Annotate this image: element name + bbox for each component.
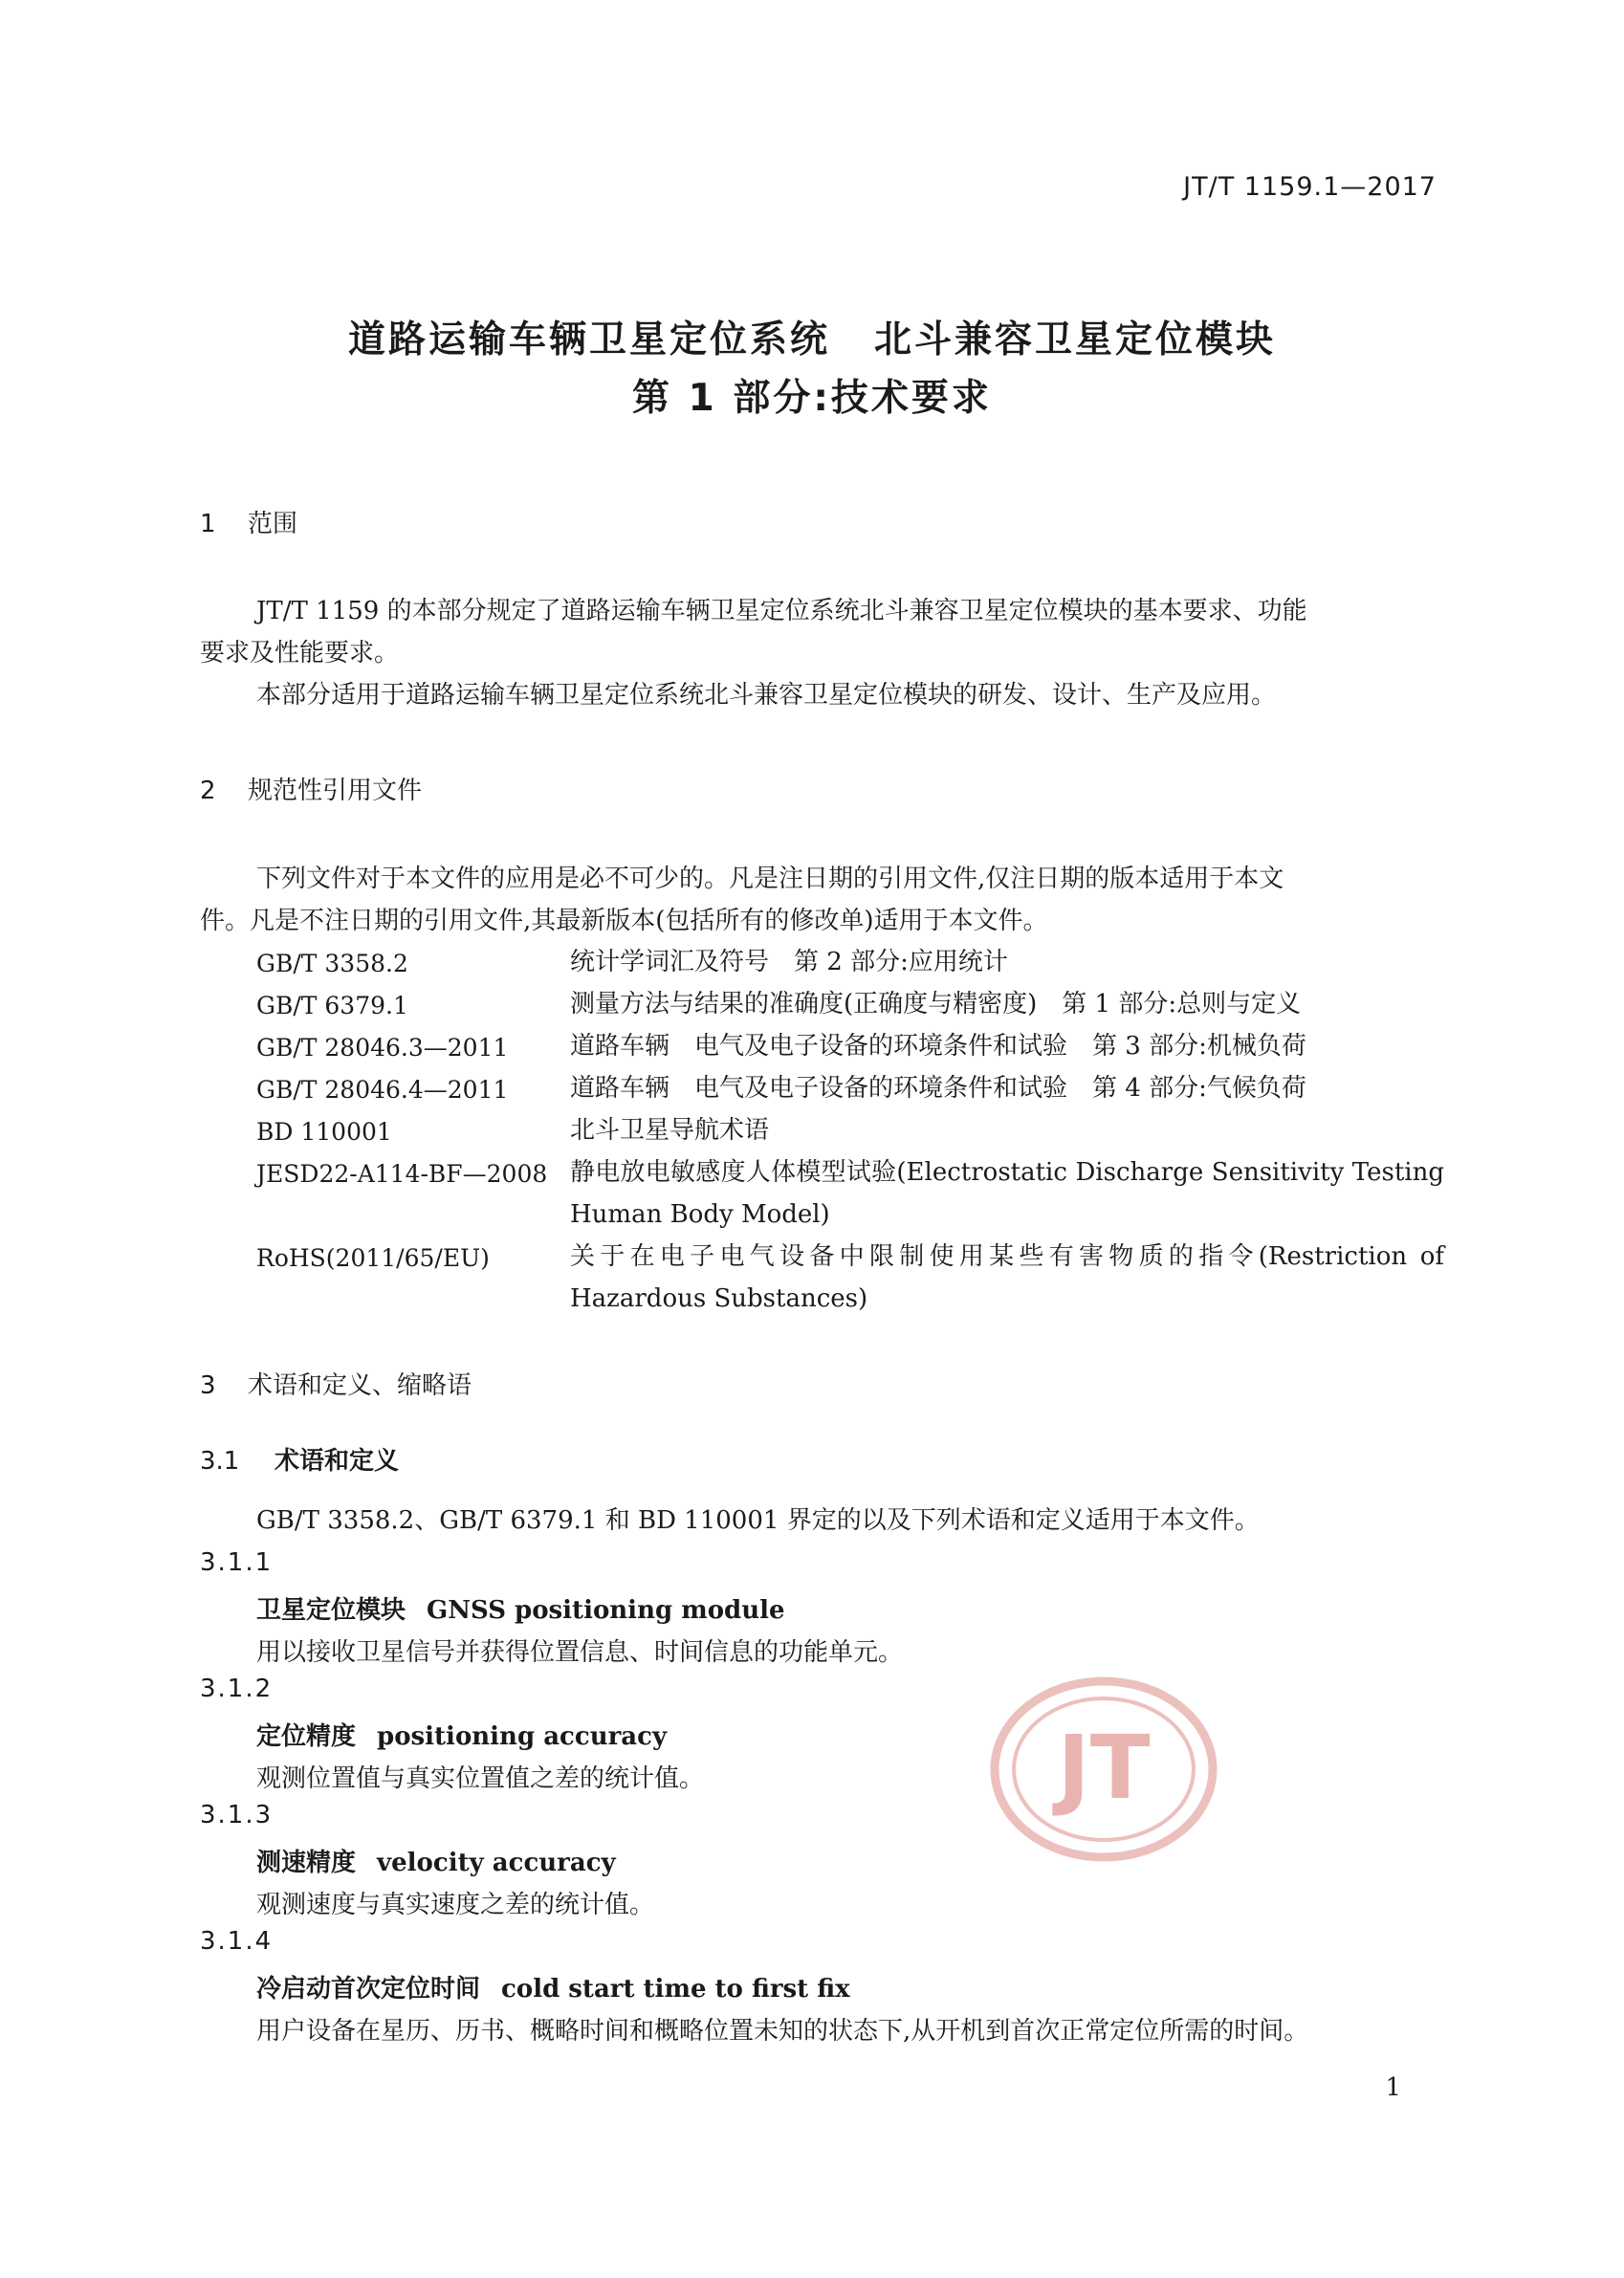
section-title: 规范性引用文件 bbox=[248, 777, 423, 805]
scope-paragraph-2: 本部分适用于道路运输车辆卫星定位系统北斗兼容卫星定位模块的研发、设计、生产及应用。 bbox=[256, 681, 1277, 710]
term-number: 3.1.3 bbox=[200, 1801, 274, 1829]
references-intro-line-1: 下列文件对于本文件的应用是必不可少的。凡是注日期的引用文件,仅注日期的版本适用于本文 bbox=[256, 865, 1284, 893]
term-number: 3.1.4 bbox=[200, 1927, 274, 1956]
title-part2: 北斗兼容卫星定位模块 bbox=[874, 318, 1277, 361]
document-title-line2: 第 1 部分:技术要求 bbox=[632, 377, 992, 420]
section-number: 2 bbox=[200, 777, 216, 805]
term-en: GNSS positioning module bbox=[427, 1596, 785, 1625]
subsection-number: 3.1 bbox=[200, 1447, 240, 1476]
section-title: 术语和定义、缩略语 bbox=[248, 1371, 472, 1400]
reference-code: GB/T 3358.2 bbox=[256, 950, 408, 977]
term-number: 3.1.2 bbox=[200, 1675, 274, 1703]
reference-code: GB/T 28046.4—2011 bbox=[256, 1076, 509, 1104]
references-intro-line-2: 件。凡是不注日期的引用文件,其最新版本(包括所有的修改单)适用于本文件。 bbox=[200, 907, 1048, 935]
reference-code: JESD22-A114-BF—2008 bbox=[256, 1160, 548, 1188]
title-part1: 道路运输车辆卫星定位系统 bbox=[347, 318, 830, 361]
reference-title: 关于在电子电气设备中限制使用某些有害物质的指令(Restriction of Hazardous Substances) bbox=[570, 1242, 1444, 1313]
stamp-text: JT bbox=[1057, 1717, 1151, 1819]
section-heading-scope bbox=[200, 504, 297, 539]
term-en: positioning accuracy bbox=[377, 1722, 668, 1751]
term-en: velocity accuracy bbox=[377, 1849, 616, 1877]
subsection-title: 术语和定义 bbox=[274, 1447, 400, 1476]
reference-title: 道路车辆 电气及电子设备的环境条件和试验 第 3 部分:机械负荷 bbox=[570, 1032, 1306, 1061]
term-definition: 用户设备在星历、历书、概略时间和概略位置未知的状态下,从开机到首次正常定位所需的时间。 bbox=[256, 2017, 1309, 2046]
page-number: 1 bbox=[1385, 2073, 1401, 2102]
reference-code: BD 110001 bbox=[256, 1118, 392, 1146]
section-number: 3 bbox=[200, 1371, 216, 1400]
term-heading bbox=[256, 1717, 667, 1752]
reference-title: 统计学词汇及符号 第 2 部分:应用统计 bbox=[570, 948, 1008, 976]
document-code: JT/T 1159.1—2017 bbox=[1183, 172, 1437, 202]
term-number: 3.1.1 bbox=[200, 1548, 274, 1577]
term-zh: 测速精度 bbox=[256, 1849, 357, 1877]
section-title: 范围 bbox=[248, 510, 298, 538]
term-heading bbox=[256, 1969, 850, 2004]
section-number: 1 bbox=[200, 510, 216, 538]
term-definition: 观测速度与真实速度之差的统计值。 bbox=[256, 1891, 655, 1919]
term-zh: 冷启动首次定位时间 bbox=[256, 1975, 481, 2004]
term-definition: 观测位置值与真实位置值之差的统计值。 bbox=[256, 1764, 705, 1793]
reference-code: GB/T 6379.1 bbox=[256, 992, 408, 1019]
term-zh: 定位精度 bbox=[256, 1722, 357, 1751]
scope-paragraph-1-line-2: 要求及性能要求。 bbox=[200, 639, 400, 668]
term-en: cold start time to first fix bbox=[501, 1975, 850, 2004]
reference-code: GB/T 28046.3—2011 bbox=[256, 1034, 509, 1062]
term-definition: 用以接收卫星信号并获得位置信息、时间信息的功能单元。 bbox=[256, 1638, 904, 1667]
document-title-line1 bbox=[0, 310, 1624, 363]
jt-watermark-stamp bbox=[989, 1676, 1218, 1863]
reference-title: 静电放电敏感度人体模型试验(Electrostatic Discharge Sensitivity Testing Human Body Model) bbox=[570, 1158, 1444, 1229]
term-zh: 卫星定位模块 bbox=[256, 1596, 406, 1625]
term-heading bbox=[256, 1843, 616, 1878]
reference-code: RoHS(2011/65/EU) bbox=[256, 1244, 490, 1272]
reference-title: 测量方法与结果的准确度(正确度与精密度) 第 1 部分:总则与定义 bbox=[570, 990, 1302, 1019]
subsection-heading-terms-definitions bbox=[200, 1441, 399, 1477]
section-heading-terms bbox=[200, 1366, 472, 1401]
reference-title: 北斗卫星导航术语 bbox=[570, 1116, 770, 1145]
terms-intro: GB/T 3358.2、GB/T 6379.1 和 BD 110001 界定的以及下列术语和定义适用于本文件。 bbox=[256, 1506, 1260, 1535]
term-heading bbox=[256, 1590, 785, 1626]
scope-paragraph-1-line-1: JT/T 1159 的本部分规定了道路运输车辆卫星定位系统北斗兼容卫星定位模块的基本要求、功能 bbox=[256, 597, 1307, 625]
section-heading-normative-references bbox=[200, 771, 422, 806]
reference-title: 道路车辆 电气及电子设备的环境条件和试验 第 4 部分:气候负荷 bbox=[570, 1074, 1306, 1103]
